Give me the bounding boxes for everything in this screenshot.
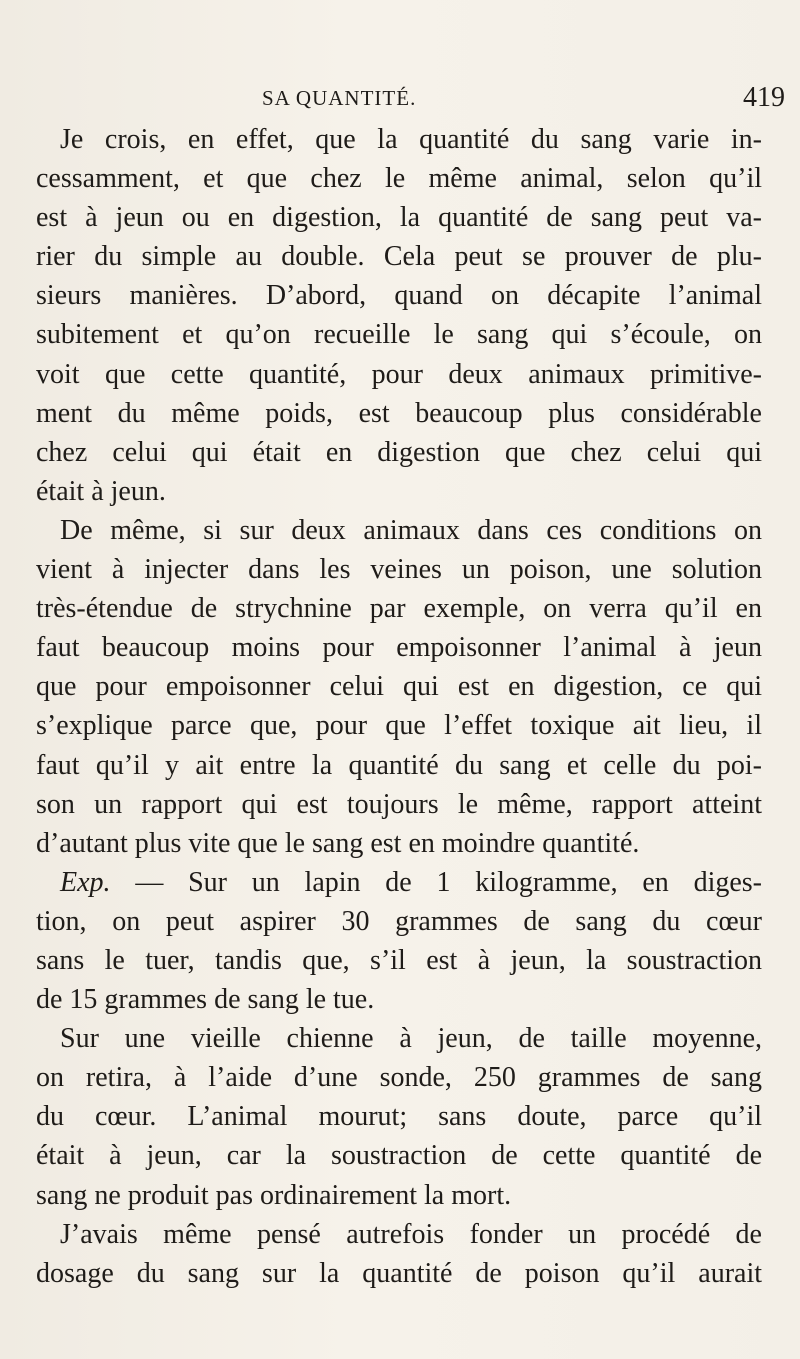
text-line: était à jeun, car la soustraction de cette quantité de [36, 1140, 762, 1172]
text-line: J’avais même pensé autrefois fonder un procédé de [60, 1218, 762, 1250]
running-title: SA QUANTITÉ. [262, 86, 417, 110]
text-line: chez celui qui était en digestion que chez celui qui [36, 436, 762, 468]
text-line: très-étendue de strychnine par exemple, on verra qu’il en [36, 593, 762, 625]
text-line: De même, si sur deux animaux dans ces conditions on [60, 514, 762, 546]
text-line: cessamment, et que chez le même animal, selon qu’il [36, 163, 762, 195]
text-line: ment du même poids, est beaucoup plus considérable [36, 397, 762, 429]
text-line: que pour empoisonner celui qui est en digestion, ce qui [36, 671, 762, 703]
text-line: on retira, à l’aide d’une sonde, 250 grammes de sang [36, 1062, 762, 1094]
exp-label: Exp. [60, 866, 111, 898]
text-line: vient à injecter dans les veines un poison, une solution [36, 554, 762, 586]
text-line: son un rapport qui est toujours le même, rapport atteint [36, 788, 762, 820]
text-line: était à jeun. [36, 475, 166, 507]
text-line: dosage du sang sur la quantité de poison qu’il aurait [36, 1257, 762, 1289]
text-line: faut qu’il y ait entre la quantité du sang et celle du poi- [36, 749, 762, 781]
text-line: subitement et qu’on recueille le sang qui s’écoule, on [36, 319, 762, 351]
text-line: sans le tuer, tandis que, s’il est à jeun, la soustraction [36, 944, 762, 976]
running-head [0, 82, 800, 116]
page-number: 419 [743, 82, 785, 113]
body-text [36, 120, 762, 1293]
text-line: du cœur. L’animal mourut; sans doute, parce qu’il [36, 1101, 762, 1133]
exp-text: — Sur un lapin de 1 kilogramme, en diges- [135, 866, 762, 898]
text-line: voit que cette quantité, pour deux animaux primitive- [36, 358, 762, 390]
text-line: est à jeun ou en digestion, la quantité de sang peut va- [36, 202, 762, 234]
text-line: d’autant plus vite que le sang est en moindre quantité. [36, 827, 640, 859]
text-line: Sur une vieille chienne à jeun, de taille moyenne, [60, 1023, 762, 1055]
text-line: de 15 grammes de sang le tue. [36, 984, 375, 1016]
text-line: faut beaucoup moins pour empoisonner l’animal à jeun [36, 632, 762, 664]
text-line-exp [36, 863, 762, 902]
text-line: rier du simple au double. Cela peut se prouver de plu- [36, 241, 762, 273]
text-line: sieurs manières. D’abord, quand on décapite l’animal [36, 280, 762, 312]
text-line: tion, on peut aspirer 30 grammes de sang du cœur [36, 905, 762, 937]
text-line: sang ne produit pas ordinairement la mort. [36, 1179, 512, 1211]
text-line: Je crois, en effet, que la quantité du sang varie in- [60, 124, 762, 155]
text-line: s’explique parce que, pour que l’effet toxique ait lieu, il [36, 710, 762, 742]
